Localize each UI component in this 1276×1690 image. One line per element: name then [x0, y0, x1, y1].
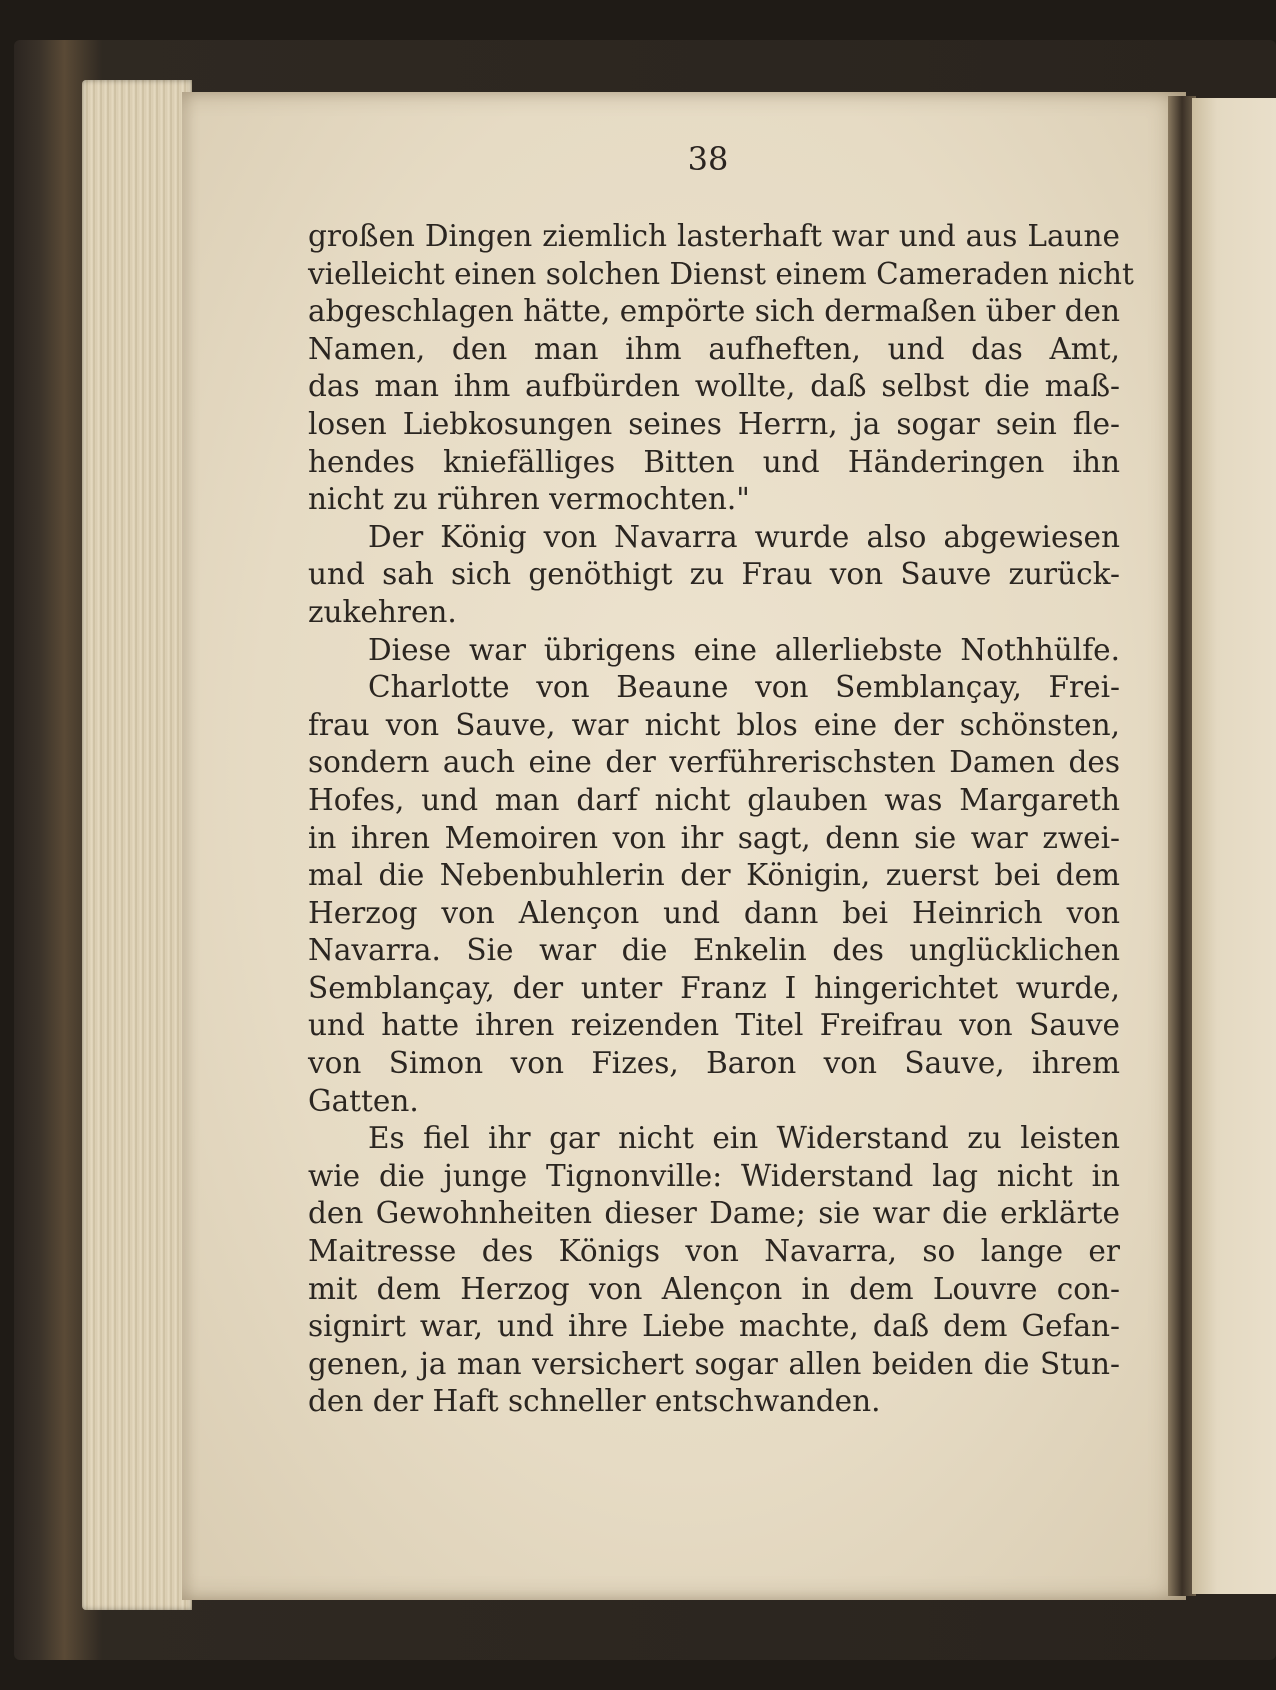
text-line: und sah sich genöthigt zu Frau von Sauve zurück- [308, 557, 1120, 592]
text-line: Semblançay, der unter Franz I hingerichtet wurde, [308, 970, 1120, 1005]
text-line: Maitresse des Königs von Navarra, so lange er [308, 1234, 1120, 1269]
text-line: sondern auch eine der verführerischsten Damen des [308, 745, 1120, 780]
text-line: den der Haft schneller entschwanden. [308, 1384, 881, 1419]
text-line: großen Dingen ziemlich lasterhaft war und aus Laune [308, 219, 1120, 253]
text-line: genen, ja man versichert sogar allen beiden die Stun- [308, 1346, 1120, 1381]
text-line: Navarra. Sie war die Enkelin des unglücklichen [308, 933, 1120, 968]
text-line: und hatte ihren reizenden Titel Freifrau von Sauve [308, 1008, 1120, 1043]
text-line: Diese war übrigens eine allerliebste Nothhülfe. [368, 632, 1120, 667]
text-line: signirt war, und ihre Liebe machte, daß dem Gefan- [308, 1309, 1120, 1344]
facing-page-edge [1192, 98, 1276, 1594]
text-line: das man ihm aufbürden wollte, daß selbst die maß- [308, 369, 1120, 404]
text-line: Gatten. [308, 1083, 419, 1118]
text-line: von Simon von Fizes, Baron von Sauve, ihrem [308, 1046, 1120, 1081]
text-line: vielleicht einen solchen Dienst einem Cameraden nicht [308, 256, 1134, 291]
text-line: mal die Nebenbuhlerin der Königin, zuerst bei dem [308, 858, 1120, 893]
text-line: den Gewohnheiten dieser Dame; sie war die erklärte [308, 1196, 1120, 1231]
text-line: in ihren Memoiren von ihr sagt, denn sie war zwei- [308, 820, 1120, 855]
text-line: Der König von Navarra wurde also abgewiesen [368, 519, 1120, 554]
page-number: 38 [687, 140, 729, 178]
text-line: frau von Sauve, war nicht blos eine der schönsten, [308, 707, 1120, 742]
page-text [308, 218, 1134, 1421]
page-edges [82, 80, 192, 1610]
text-line: Herzog von Alençon und dann bei Heinrich von [308, 895, 1120, 930]
text-line: Namen, den man ihm aufheften, und das Amt, [308, 331, 1120, 366]
text-line: Hofes, und man darf nicht glauben was Margareth [308, 782, 1120, 817]
text-line: Es fiel ihr gar nicht ein Widerstand zu leisten [368, 1121, 1120, 1156]
text-line: nicht zu rühren vermochten." [308, 482, 750, 517]
text-line: wie die junge Tignonville: Widerstand lag nicht in [308, 1158, 1120, 1193]
text-line: hendes kniefälliges Bitten und Händeringen ihn [308, 444, 1120, 479]
text-line: Charlotte von Beaune von Semblançay, Frei- [368, 670, 1120, 705]
text-line: abgeschlagen hätte, empörte sich dermaßen über den [308, 294, 1120, 329]
text-line: mit dem Herzog von Alençon in dem Louvre con- [308, 1271, 1120, 1306]
text-line: losen Liebkosungen seines Herrn, ja sogar sein fle- [308, 406, 1120, 441]
text-line: zukehren. [308, 594, 457, 629]
